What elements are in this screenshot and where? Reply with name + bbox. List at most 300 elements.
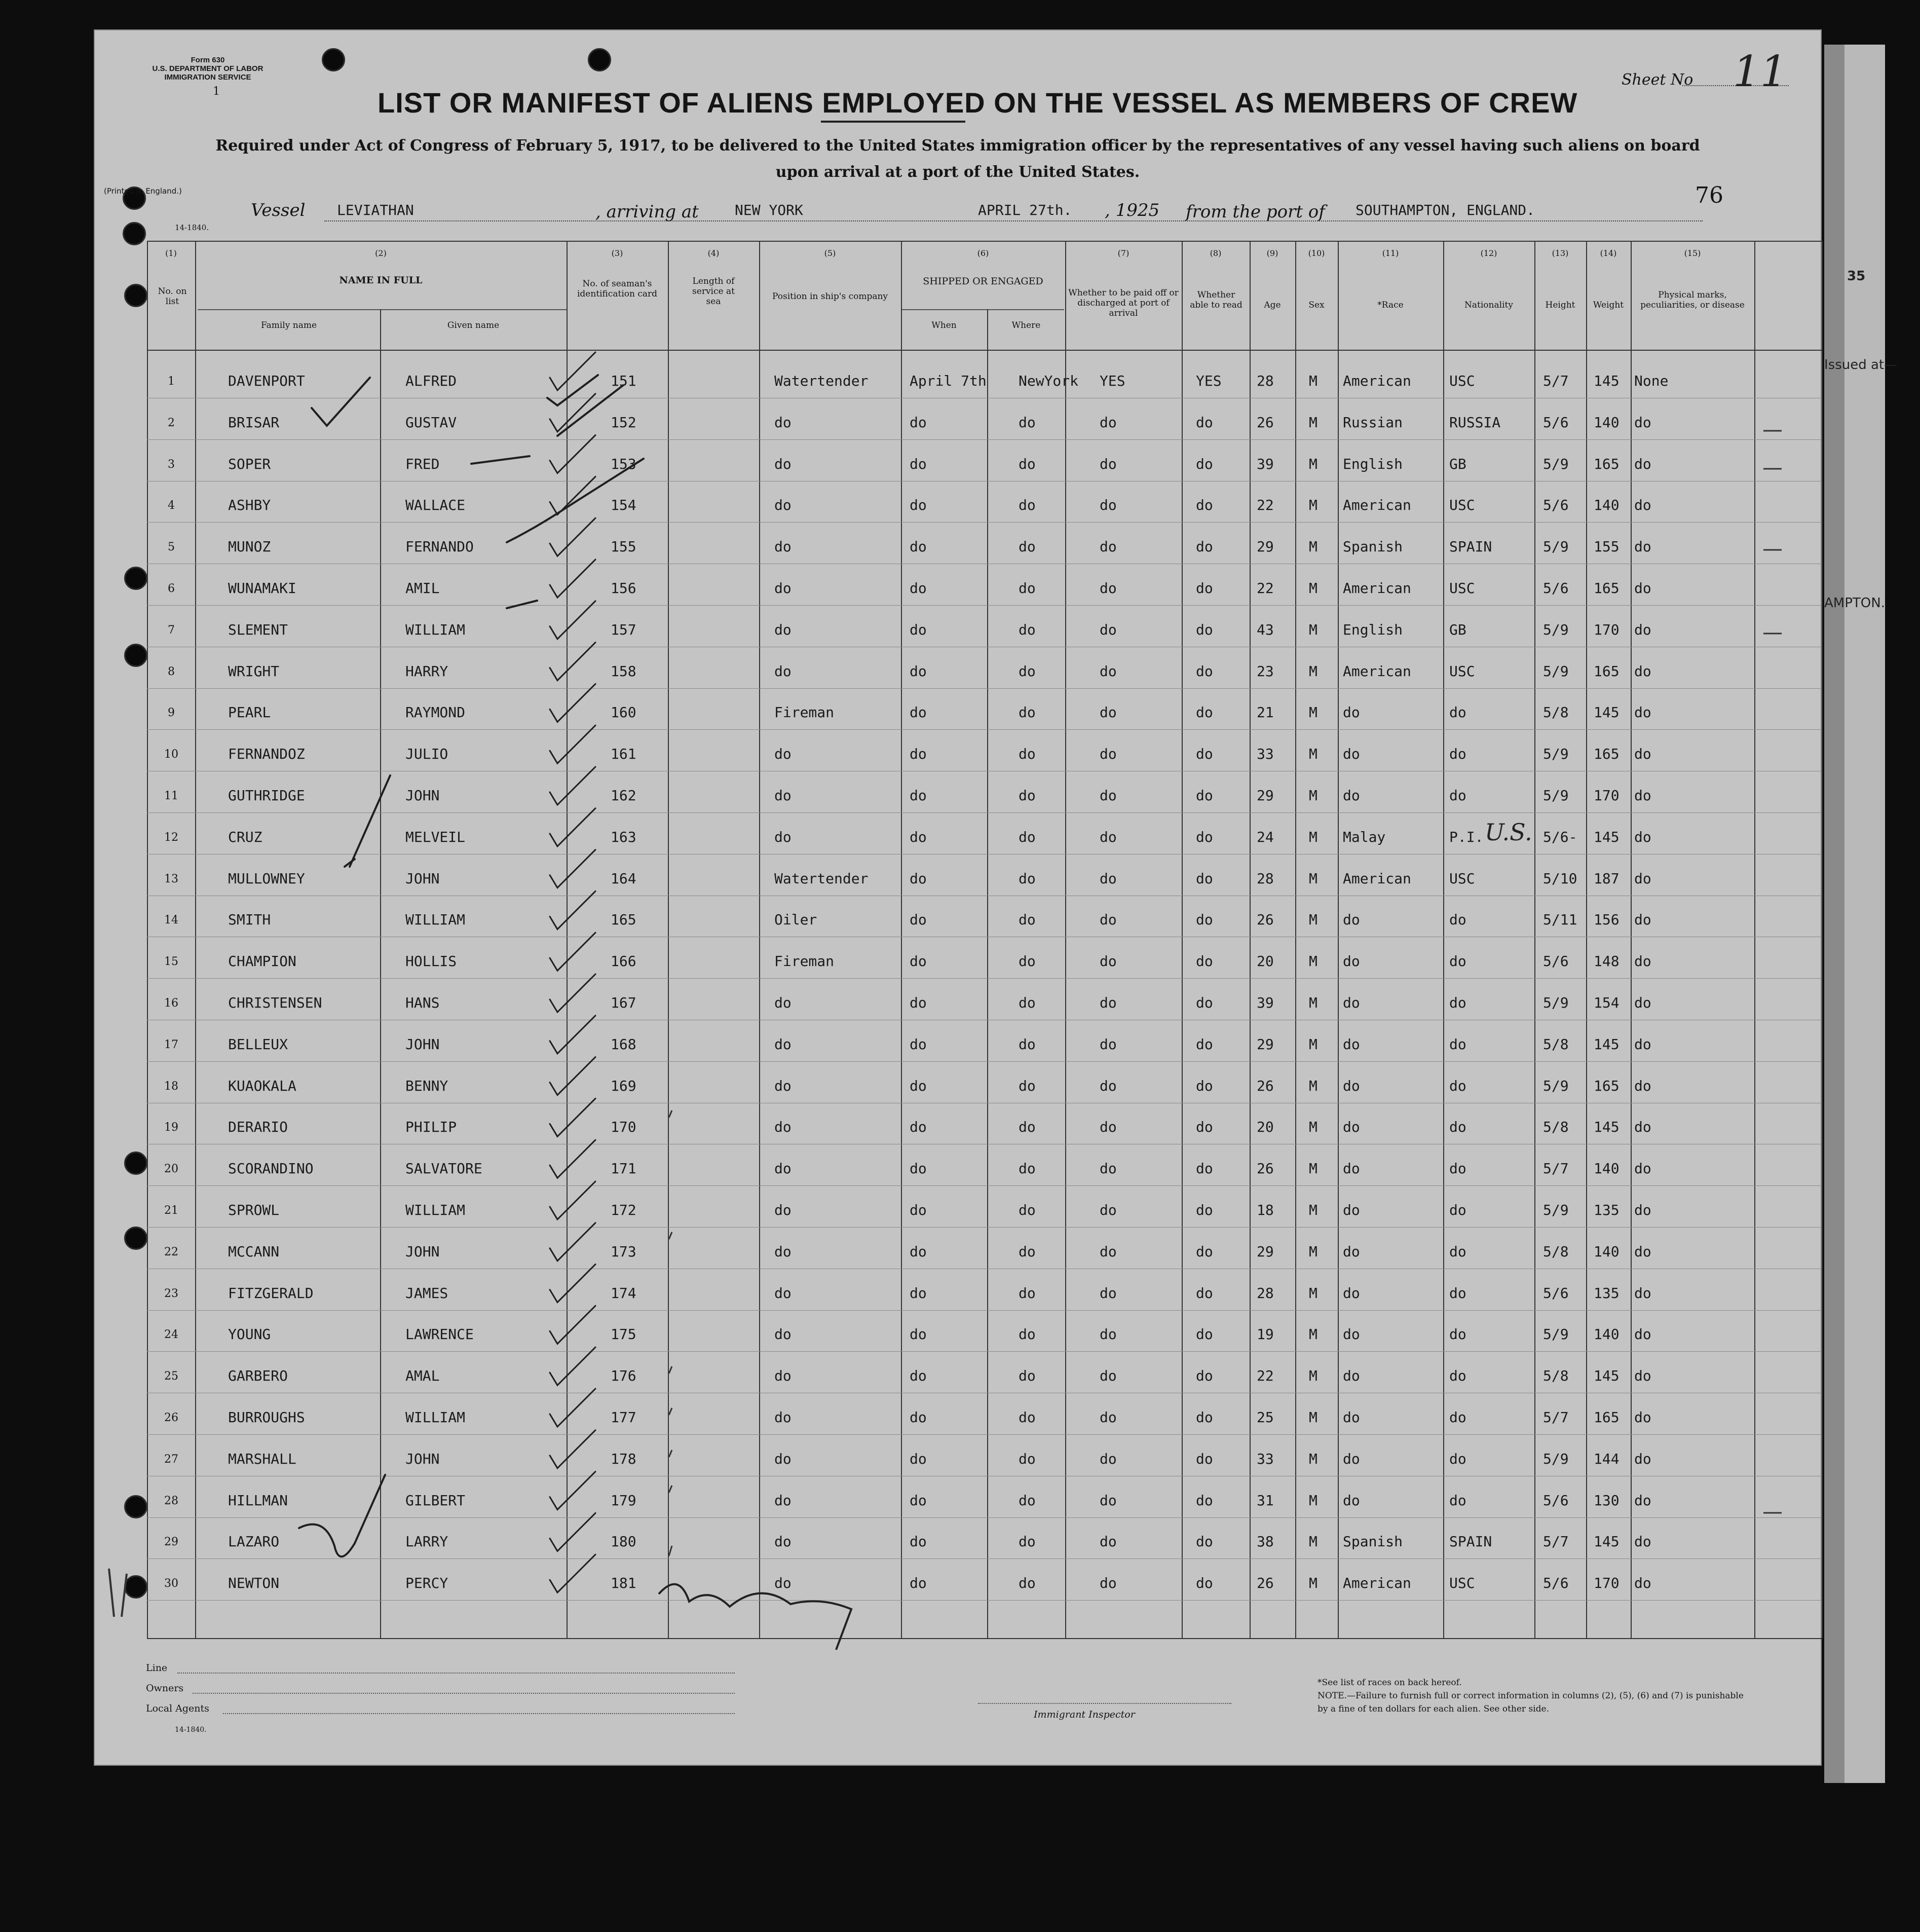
sex-cell: M [1309,455,1317,472]
given-name-cell: JOHN [405,1243,440,1260]
family-name-cell: MARSHALL [228,1450,296,1467]
col-num: (14) [1600,248,1617,258]
col-head-read: Whether able to read [1190,290,1243,310]
nationality-cell: do [1449,1284,1466,1302]
position-cell: do [774,828,792,845]
weight-cell: 156 [1594,911,1620,928]
shipped-when-cell: do [910,870,927,887]
check-mark [550,767,595,805]
sex-cell: M [1309,1533,1317,1550]
row-number: 2 [168,416,175,429]
row-number: 5 [168,541,175,554]
col-head-family: Family name [260,320,317,330]
race-cell: do [1343,746,1360,763]
height-cell: 5/9 [1543,1326,1569,1343]
position-cell: do [774,1575,792,1592]
from-port: SOUTHAMPTON, ENGLAND. [1356,202,1535,218]
given-name-cell: JAMES [405,1284,448,1302]
check-mark [550,476,595,514]
weight-cell: 165 [1594,455,1620,472]
shipped-when-cell: do [910,953,927,970]
row-number: 10 [164,748,178,761]
race-cell: do [1343,953,1360,970]
footer-local-agents: Local Agents [146,1703,209,1714]
shipped-when-cell: do [910,1160,927,1177]
position-cell: do [774,1326,792,1343]
height-cell: 5/9 [1543,538,1569,555]
handwritten-us-mark: U.S. [1485,819,1532,846]
age-cell: 28 [1257,870,1274,887]
arriving-label: , arriving at [595,202,699,222]
position-cell: do [774,414,792,431]
family-name-cell: CRUZ [228,828,262,845]
arrival-port: NEW YORK [735,202,803,218]
check-mark [550,352,595,390]
family-name-cell: ASHBY [228,497,271,514]
check-mark [550,1347,595,1385]
family-name-cell: FITZGERALD [228,1284,314,1302]
nationality-cell: do [1449,1326,1466,1343]
able-read-cell: do [1196,1409,1213,1426]
card-number-cell: 167 [611,994,636,1011]
able-read-cell: do [1196,455,1213,472]
form-code-bottom: 14-1840. [175,1726,207,1734]
col-head-when: When [931,320,957,330]
age-cell: 29 [1257,538,1274,555]
height-cell: 5/6 [1543,1492,1569,1509]
paid-off-cell: do [1100,1326,1117,1343]
family-name-cell: HILLMAN [228,1492,288,1509]
family-name-cell: KUAOKALA [228,1077,296,1094]
card-number-cell: 175 [611,1326,636,1343]
row-number: 15 [164,955,178,969]
height-cell: 5/6 [1543,1575,1569,1592]
position-cell: do [774,1160,792,1177]
shipped-when-cell: do [910,1575,927,1592]
family-name-cell: SMITH [228,911,271,928]
marks-cell: do [1634,538,1651,555]
race-cell: American [1343,373,1411,389]
sex-cell: M [1309,746,1317,763]
height-cell: 5/10 [1543,870,1577,887]
check-mark [550,1513,595,1551]
col-head-height: Height [1545,300,1575,310]
nationality-cell: USC [1449,580,1475,597]
marks-cell: do [1634,911,1651,928]
given-name-cell: WILLIAM [405,1202,466,1218]
given-name-cell: MELVEIL [405,828,466,845]
card-number-cell: 168 [611,1035,636,1053]
col-head-card: No. of seaman's identification card [577,279,658,299]
page-title: LIST OR MANIFEST OF ALIENS EMPLOYED ON THE VESSEL AS MEMBERS OF CREW [378,87,1578,119]
able-read-cell: do [1196,1202,1213,1218]
paid-off-cell: do [1100,870,1117,887]
height-cell: 5/8 [1543,1243,1569,1260]
height-cell: 5/9 [1543,662,1569,680]
check-mark [550,643,595,681]
race-cell: do [1343,1160,1360,1177]
sex-cell: M [1309,1160,1317,1177]
row-number: 25 [164,1370,178,1383]
sex-cell: M [1309,1202,1317,1218]
family-name-cell: NEWTON [228,1575,280,1592]
nationality-cell: do [1449,1202,1466,1218]
paid-off-cell: do [1100,1284,1117,1302]
able-read-cell: do [1196,1326,1213,1343]
check-mark [550,1057,595,1095]
family-name-cell: DAVENPORT [228,373,305,389]
nationality-cell: do [1449,1160,1466,1177]
sex-cell: M [1309,828,1317,845]
marks-cell: do [1634,455,1651,472]
age-cell: 22 [1257,1367,1274,1385]
sex-cell: M [1309,704,1317,721]
nationality-cell: do [1449,704,1466,721]
able-read-cell: do [1196,994,1213,1011]
given-name-cell: FERNANDO [405,538,474,555]
shipped-when-cell: do [910,1119,927,1136]
shipped-where-cell: do [1019,1367,1036,1385]
form-code-top: 14-1840. [175,223,209,232]
able-read-cell: do [1196,1035,1213,1053]
paid-off-cell: do [1100,1077,1117,1094]
shipped-where-cell: do [1019,1326,1036,1343]
family-name-cell: WUNAMAKI [228,580,296,597]
row-number: 27 [164,1453,178,1466]
row-number: 26 [164,1411,178,1424]
family-name-cell: CHRISTENSEN [228,994,322,1011]
age-cell: 22 [1257,580,1274,597]
race-cell: do [1343,1367,1360,1385]
weight-cell: 140 [1594,497,1620,514]
given-name-cell: JULIO [405,746,448,763]
marks-cell: do [1634,1367,1651,1385]
check-mark [550,1223,595,1261]
given-name-cell: HARRY [405,662,448,680]
race-cell: English [1343,455,1403,472]
nationality-cell: do [1449,1492,1466,1509]
col-head-sex: Sex [1308,300,1325,310]
age-cell: 25 [1257,1409,1274,1426]
card-number-cell: 170 [611,1119,636,1136]
shipped-where-cell: do [1019,1243,1036,1260]
marks-cell: do [1634,1450,1651,1467]
shipped-where-cell: do [1019,1409,1036,1426]
able-read-cell: do [1196,1367,1213,1385]
col-num: (9) [1266,248,1278,258]
family-name-cell: BRISAR [228,414,280,431]
race-cell: American [1343,580,1411,597]
col-head-age: Age [1264,300,1281,310]
check-mark [550,1140,595,1178]
row-number: 3 [168,458,175,471]
form-number: Form 630 [191,56,225,64]
position-cell: do [774,1492,792,1509]
nationality-cell: SPAIN [1449,538,1492,555]
able-read-cell: do [1196,1492,1213,1509]
check-mark [550,435,595,473]
given-name-cell: WILLIAM [405,621,466,638]
card-number-cell: 162 [611,787,636,804]
age-cell: 26 [1257,1575,1274,1592]
paid-off-cell: do [1100,953,1117,970]
card-number-cell: 179 [611,1492,636,1509]
given-name-cell: WILLIAM [405,1409,466,1426]
position-cell: Watertender [774,870,869,887]
shipped-when-cell: do [910,828,927,845]
paid-off-cell: do [1100,1367,1117,1385]
paid-off-cell: do [1100,787,1117,804]
age-cell: 28 [1257,373,1274,389]
position-cell: do [774,497,792,514]
card-number-cell: 158 [611,662,636,680]
marks-cell: do [1634,1492,1651,1509]
sex-cell: M [1309,787,1317,804]
shipped-where-cell: do [1019,994,1036,1011]
row-number: 12 [164,831,178,844]
nationality-cell: do [1449,1367,1466,1385]
check-mark [550,974,595,1012]
shipped-where-cell: do [1019,455,1036,472]
race-cell: American [1343,497,1411,514]
row-number: 23 [164,1287,178,1300]
able-read-cell: do [1196,1575,1213,1592]
sex-cell: M [1309,414,1317,431]
shipped-when-cell: do [910,1202,927,1218]
col-head-weight: Weight [1593,300,1624,310]
weight-cell: 140 [1594,1326,1620,1343]
col-num: (10) [1308,248,1325,258]
age-cell: 26 [1257,911,1274,928]
nationality-cell: do [1449,1119,1466,1136]
card-number-cell: 156 [611,580,636,597]
check-mark [550,725,595,763]
race-cell: American [1343,662,1411,680]
check-mark [550,1472,595,1510]
age-cell: 26 [1257,1160,1274,1177]
given-name-cell: RAYMOND [405,704,466,721]
height-cell: 5/9 [1543,455,1569,472]
footer-note: NOTE.—Failure to furnish full or correct information in columns (2), (5), (6) and (7) is punishable by a fine of ten dollars for each alien. See other side. [1317,1691,1744,1714]
paid-off-cell: do [1100,538,1117,555]
shipped-when-cell: do [910,1450,927,1467]
given-name-cell: JOHN [405,787,440,804]
sex-cell: M [1309,1243,1317,1260]
marks-cell: do [1634,1284,1651,1302]
col-num: (1) [165,248,177,258]
height-cell: 5/9 [1543,1202,1569,1218]
nationality-cell: do [1449,911,1466,928]
position-cell: do [774,1243,792,1260]
able-read-cell: do [1196,1450,1213,1467]
shipped-where-cell: NewYork [1019,373,1079,389]
given-name-cell: WILLIAM [405,911,466,928]
height-cell: 5/9 [1543,746,1569,763]
able-read-cell: do [1196,1243,1213,1260]
age-cell: 24 [1257,828,1274,845]
given-name-cell: SALVATORE [405,1160,482,1177]
sheet-number: 11 [1733,47,1787,96]
sex-cell: M [1309,662,1317,680]
sex-cell: M [1309,870,1317,887]
able-read-cell: do [1196,704,1213,721]
weight-cell: 130 [1594,1492,1620,1509]
nationality-cell: do [1449,1077,1466,1094]
shipped-when-cell: April 7th [910,373,987,389]
able-read-cell: do [1196,870,1213,887]
col-head-position: Position in ship's company [772,291,888,302]
col-num: (11) [1382,248,1399,258]
race-cell: do [1343,704,1360,721]
paid-off-cell: do [1100,1035,1117,1053]
paid-off-cell: do [1100,994,1117,1011]
shipped-when-cell: do [910,1492,927,1509]
arrival-date: APRIL 27th. [978,202,1072,218]
age-cell: 28 [1257,1284,1274,1302]
card-number-cell: 151 [611,373,636,389]
weight-cell: 170 [1594,787,1620,804]
card-number-cell: 166 [611,953,636,970]
adjacent-issued: Issued at— [1824,357,1898,373]
card-number-cell: 163 [611,828,636,845]
age-cell: 43 [1257,621,1274,638]
row-number: 8 [168,665,175,678]
given-name-cell: JOHN [405,870,440,887]
given-name-cell: AMIL [405,580,440,597]
shipped-where-cell: do [1019,621,1036,638]
weight-cell: 148 [1594,953,1620,970]
weight-cell: 154 [1594,994,1620,1011]
sex-cell: M [1309,1450,1317,1467]
race-cell: do [1343,1409,1360,1426]
shipped-when-cell: do [910,497,927,514]
height-cell: 5/6 [1543,1284,1569,1302]
marks-cell: do [1634,662,1651,680]
row-number: 17 [164,1038,178,1051]
shipped-when-cell: do [910,455,927,472]
given-name-cell: FRED [405,455,440,472]
race-cell: do [1343,1243,1360,1260]
given-name-cell: GUSTAV [405,414,457,431]
age-cell: 33 [1257,746,1274,763]
marks-cell: None [1634,373,1669,389]
shipped-where-cell: do [1019,1284,1036,1302]
paid-off-cell: do [1100,455,1117,472]
weight-cell: 165 [1594,580,1620,597]
weight-cell: 155 [1594,538,1620,555]
position-cell: do [774,1035,792,1053]
col-num: (12) [1480,248,1497,258]
card-number-cell: 160 [611,704,636,721]
height-cell: 5/9 [1543,787,1569,804]
race-cell: Spanish [1343,538,1403,555]
weight-cell: 145 [1594,1533,1620,1550]
family-name-cell: SLEMENT [228,621,288,638]
paid-off-cell: do [1100,1533,1117,1550]
position-cell: Watertender [774,373,869,389]
col-head-name: NAME IN FULL [339,275,423,286]
able-read-cell: do [1196,621,1213,638]
col-num: (3) [611,248,623,258]
paid-off-cell: do [1100,1202,1117,1218]
stamp-number: 76 [1695,182,1723,208]
age-cell: 20 [1257,953,1274,970]
col-num: (15) [1684,248,1701,258]
height-cell: 5/6 [1543,414,1569,431]
row-number: 16 [164,997,178,1010]
able-read-cell: do [1196,662,1213,680]
row-number: 22 [164,1245,178,1258]
race-cell: do [1343,1326,1360,1343]
sex-cell: M [1309,953,1317,970]
footer-line: Line [146,1662,168,1674]
race-cell: do [1343,1077,1360,1094]
race-cell: do [1343,787,1360,804]
paid-off-cell: do [1100,1119,1117,1136]
col-num: (7) [1117,248,1130,258]
paid-off-cell: do [1100,828,1117,845]
paid-off-cell: do [1100,497,1117,514]
able-read-cell: do [1196,828,1213,845]
able-read-cell: do [1196,746,1213,763]
given-name-cell: HOLLIS [405,953,457,970]
sex-cell: M [1309,1326,1317,1343]
card-number-cell: 164 [611,870,636,887]
given-name-cell: ALFRED [405,373,457,389]
check-mark [550,850,595,888]
race-cell: do [1343,1202,1360,1218]
race-cell: Malay [1343,828,1386,845]
shipped-when-cell: do [910,704,927,721]
nationality-cell: GB [1449,455,1466,472]
position-cell: do [774,621,792,638]
adjacent-place: AMPTON. [1824,596,1885,611]
shipped-where-cell: do [1019,1035,1036,1053]
nationality-cell: USC [1449,1575,1475,1592]
age-cell: 20 [1257,1119,1274,1136]
shipped-where-cell: do [1019,1575,1036,1592]
card-number-cell: 155 [611,538,636,555]
shipped-where-cell: do [1019,538,1036,555]
height-cell: 5/11 [1543,911,1577,928]
age-cell: 18 [1257,1202,1274,1218]
check-mark [550,933,595,971]
race-cell: do [1343,1492,1360,1509]
given-name-cell: WALLACE [405,497,466,514]
race-cell: do [1343,994,1360,1011]
height-cell: 5/8 [1543,704,1569,721]
weight-cell: 145 [1594,373,1620,389]
shipped-when-cell: do [910,1367,927,1385]
shipped-when-cell: do [910,538,927,555]
col-head-marks: Physical marks, peculiarities, or disease [1640,290,1745,310]
printed-note: (Printed in England.) [104,187,182,196]
inspector-rule [978,1703,1231,1704]
paid-off-cell: do [1100,704,1117,721]
height-cell: 5/6 [1543,953,1569,970]
card-number-cell: 176 [611,1367,636,1385]
height-cell: 5/8 [1543,1119,1569,1136]
card-number-cell: 152 [611,414,636,431]
able-read-cell: do [1196,1077,1213,1094]
marks-cell: do [1634,994,1651,1011]
footer-inspector: Immigrant Inspector [1034,1709,1135,1720]
footer-owners: Owners [146,1683,184,1694]
family-name-cell: WRIGHT [228,662,280,680]
sex-cell: M [1309,497,1317,514]
position-cell: do [774,1284,792,1302]
able-read-cell: do [1196,1119,1213,1136]
